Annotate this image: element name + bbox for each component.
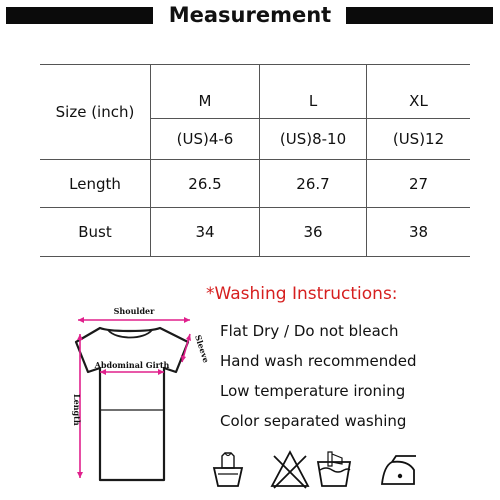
header-bar-left xyxy=(6,7,153,24)
washing-item-1: Flat Dry / Do not bleach xyxy=(220,322,399,340)
washing-item-4: Color separated washing xyxy=(220,412,407,430)
length-m: 26.5 xyxy=(151,160,260,208)
size-l: L xyxy=(260,65,367,119)
size-m: M xyxy=(151,65,260,119)
care-icons xyxy=(210,448,480,490)
size-table xyxy=(40,64,470,257)
tshirt-outline xyxy=(76,328,188,480)
length-l: 26.7 xyxy=(260,160,367,208)
bust-xl: 38 xyxy=(367,208,471,257)
washing-item-2: Hand wash recommended xyxy=(220,352,417,370)
washing-item-3: Low temperature ironing xyxy=(220,382,406,400)
do-not-bleach-icon xyxy=(272,452,308,488)
us-size-xl: (US)12 xyxy=(367,119,471,160)
sleeve-label: Sleeve xyxy=(193,333,212,364)
row-label-bust: Bust xyxy=(40,208,151,257)
hand-wash-icon xyxy=(318,452,350,486)
size-xl: XL xyxy=(367,65,471,119)
us-size-m: (US)4-6 xyxy=(151,119,260,160)
length-xl: 27 xyxy=(367,160,471,208)
table-row xyxy=(40,160,470,208)
low-iron-icon xyxy=(382,456,416,484)
header-bar-right xyxy=(346,7,493,24)
size-row-label: Size (inch) xyxy=(40,65,151,160)
hand-wash-basin-icon xyxy=(214,453,242,486)
bust-l: 36 xyxy=(260,208,367,257)
garment-diagram xyxy=(64,298,214,498)
table-row xyxy=(40,208,470,257)
row-label-length: Length xyxy=(40,160,151,208)
bust-m: 34 xyxy=(151,208,260,257)
shoulder-label: Shoulder xyxy=(113,306,155,316)
washing-title: *Washing Instructions: xyxy=(206,284,398,304)
abdominal-label: Abdominal Girth xyxy=(94,360,170,370)
page-title: Measurement xyxy=(168,3,332,27)
us-size-l: (US)8-10 xyxy=(260,119,367,160)
length-label: Length xyxy=(72,394,82,426)
